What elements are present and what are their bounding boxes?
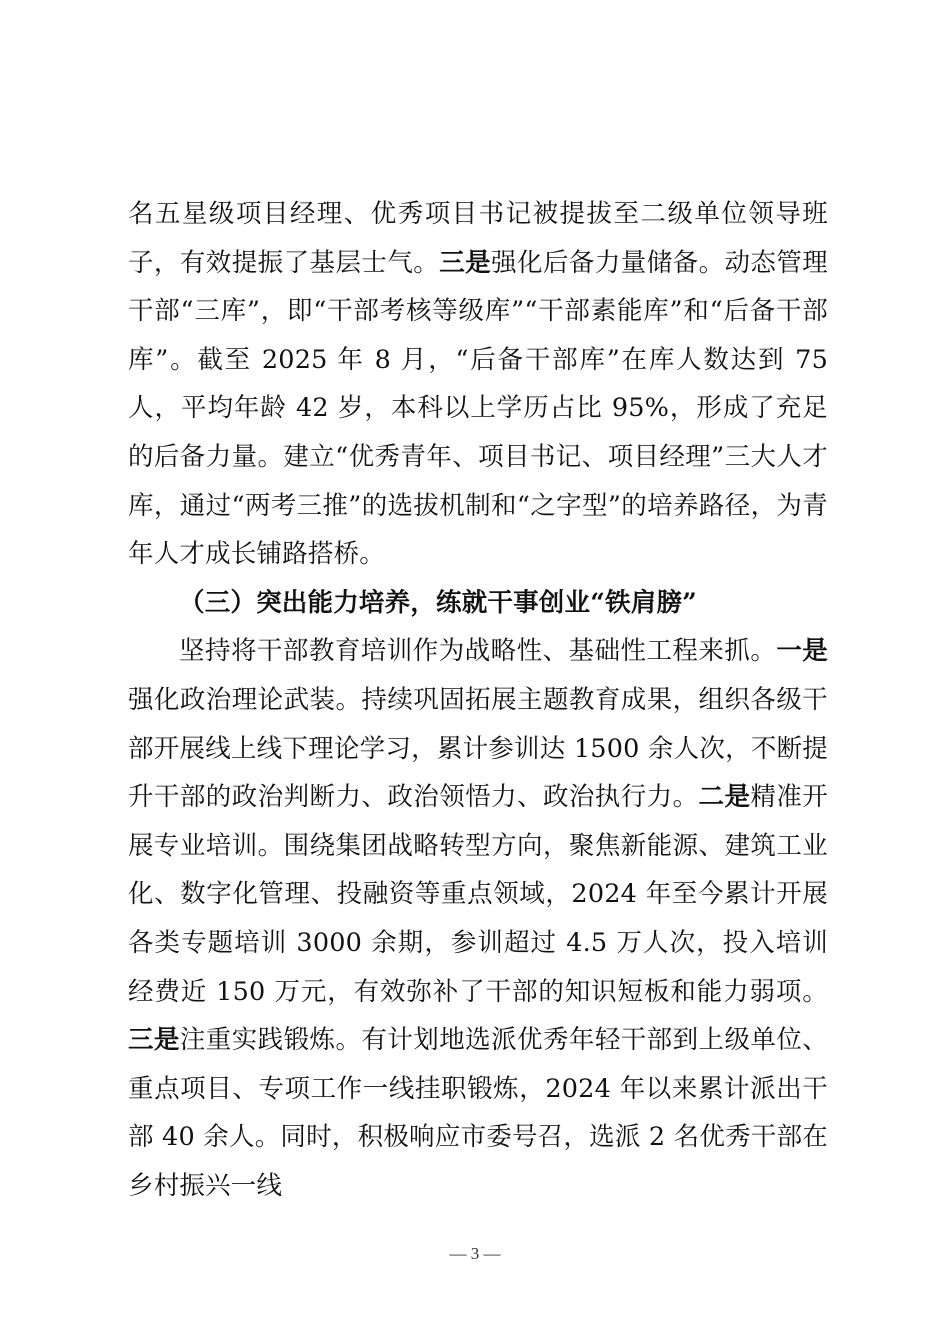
text-segment: 名五星级项目经理、优秀项目书记被提拔至二级单位领导班子，有效提振了基层士气。 (128, 199, 828, 278)
page-number: — 3 — (449, 1244, 501, 1263)
paragraph-training (128, 627, 828, 1210)
bold-marker-san-shi: 三是 (128, 1025, 180, 1056)
body-text (128, 190, 828, 1210)
paragraph-continuation (128, 190, 828, 579)
bold-marker-yi-shi: 一是 (776, 636, 828, 667)
text-segment: 坚持将干部教育培训作为战略性、基础性工程来抓。 (179, 636, 777, 667)
text-segment: 注重实践锻炼。有计划地选派优秀年轻干部到上级单位、重点项目、专项工作一线挂职锻炼，2024 年以来累计派出干部 40 余人。同时，积极响应市委号召，选派 2 名优秀干部在乡村振兴一线 (128, 1025, 828, 1201)
text-segment: 精准开展专业培训。围绕集团战略转型方向，聚焦新能源、建筑工业化、数字化管理、投融资等重点领域，2024 年至今累计开展各类专题培训 3000 余期，参训超过 4.5 万人次，投入培训经费近 150 万元，有效弥补了干部的知识短板和能力弱项。 (128, 782, 828, 1007)
bold-marker-san-shi: 三是 (439, 247, 492, 278)
text-segment: 强化政治理论武装。持续巩固拓展主题教育成果，组织各级干部开展线上线下理论学习，累计参训达 1500 余人次，不断提升干部的政治判断力、政治领悟力、政治执行力。 (128, 684, 828, 813)
text-segment: 强化后备力量储备。动态管理干部“三库”，即“干部考核等级库”“干部素能库”和“后备干部库”。截至 2025 年 8 月，“后备干部库”在库人数达到 75 人，平均年龄 42 岁，本科以上学历占比 95%，形成了充足的后备力量。建立“优秀青年、项目书记、项目经理”三大人才库，通过“两考三推”的选拔机制和“之字型”的培养路径，为青年人才成长铺路搭桥。 (128, 247, 828, 570)
bold-marker-er-shi: 二是 (698, 782, 751, 813)
section-heading: （三）突出能力培养，练就干事创业“铁肩膀” (179, 587, 698, 618)
